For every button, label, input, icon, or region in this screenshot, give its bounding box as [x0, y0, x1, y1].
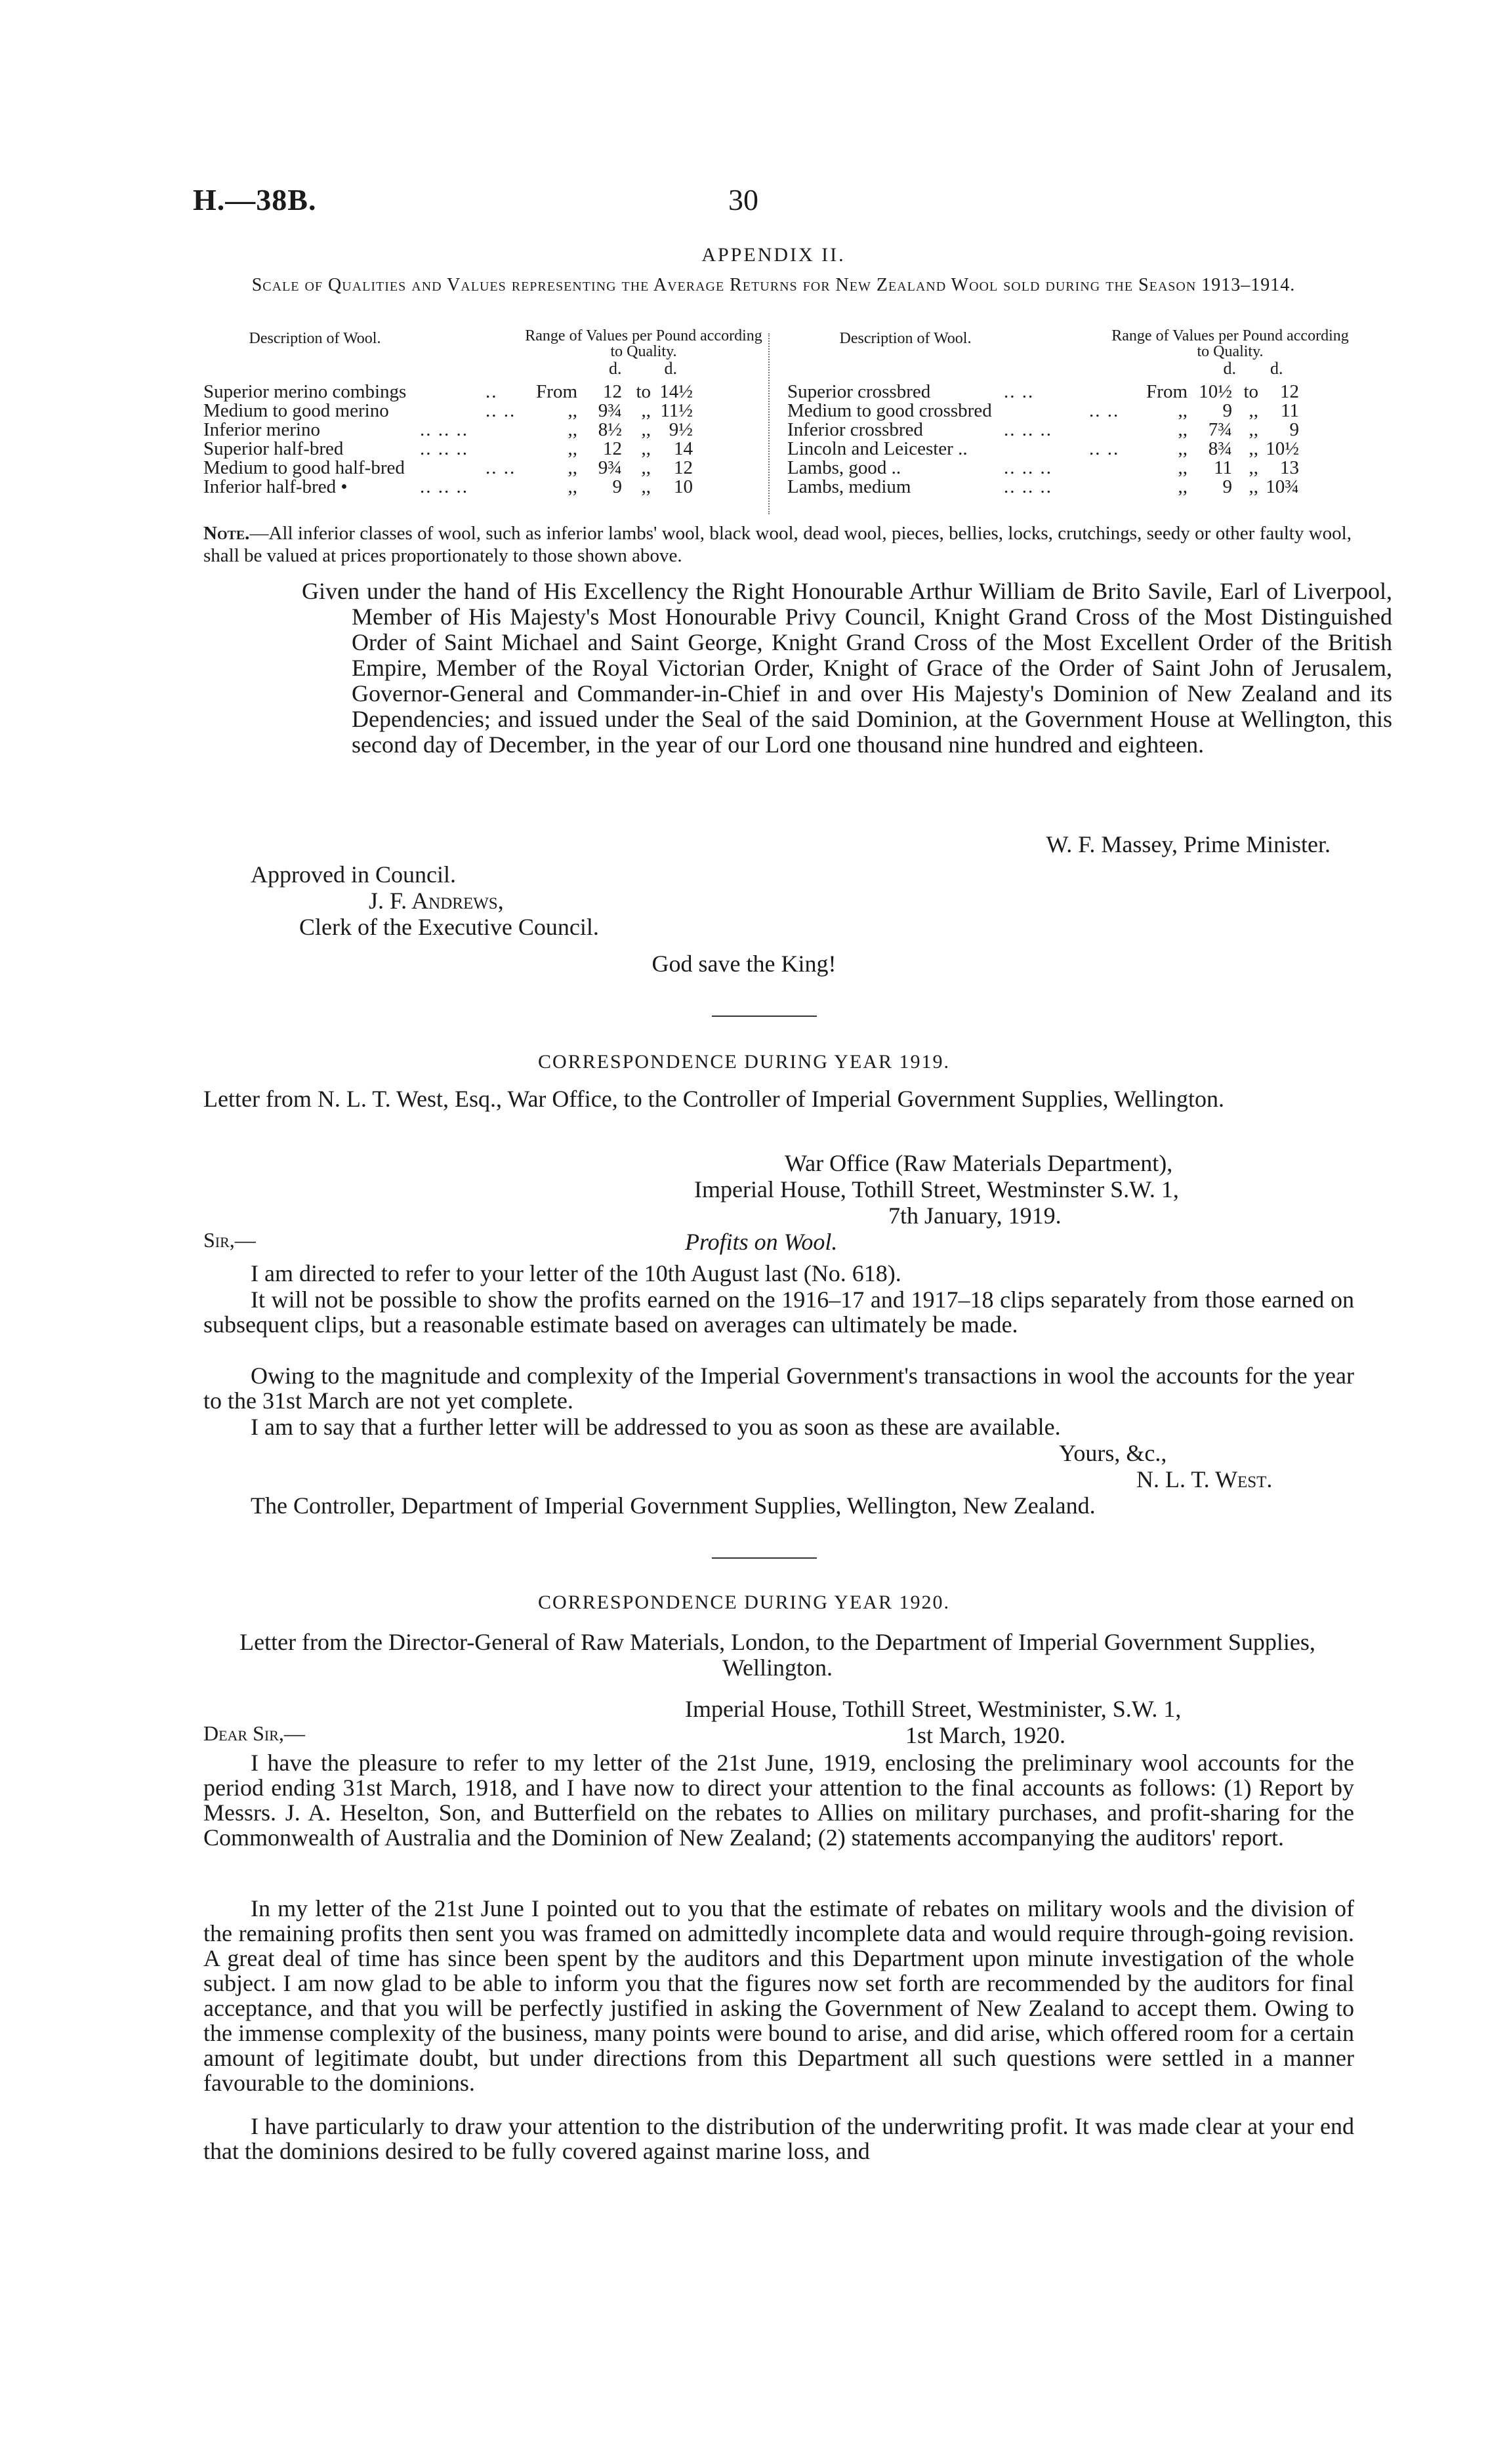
table-header-units: d. d.: [1223, 359, 1283, 378]
document-reference: H.—38B.: [193, 183, 317, 216]
letter-subject: Profits on Wool.: [685, 1229, 838, 1255]
row-low-value: 9: [1222, 400, 1232, 421]
row-leader: .. .. ..: [1004, 476, 1052, 497]
table-row: [787, 401, 1358, 421]
row-from: ,,: [1178, 419, 1188, 440]
letter-closing: Yours, &c.,: [1059, 1440, 1167, 1466]
row-description: Inferior merino: [203, 419, 320, 440]
row-from: ,,: [568, 457, 577, 478]
row-leader: .. ..: [486, 400, 516, 421]
row-high-value: 12: [1280, 381, 1299, 402]
section-heading-1919: CORRESPONDENCE DURING YEAR 1919.: [538, 1051, 950, 1073]
row-leader: .. ..: [486, 457, 516, 478]
section-heading-1920: CORRESPONDENCE DURING YEAR 1920.: [538, 1591, 950, 1613]
row-from: ,,: [1178, 400, 1188, 421]
row-low-value: 9¾: [598, 400, 622, 421]
row-to: ,,: [641, 457, 651, 478]
paragraph: I have the pleasure to refer to my letter of the 21st June, 1919, enclosing the preliminary wool accounts for the period ending 31st March, 1918, and I have now to direct your attention to the final accounts as follows: (1) Report by Messrs. J. A. Heselton, Son, and Butterfield on the rebates to Allies on military purchases, and profit-sharing for the Commonwealth of Australia and the Dominion of New Zealand; (2) statements accompanying the auditors' report.: [203, 1750, 1354, 1851]
row-description: Lambs, good ..: [787, 457, 901, 478]
table-row: [203, 382, 768, 401]
row-description: Medium to good merino: [203, 400, 389, 421]
row-from: ,,: [568, 419, 577, 440]
letter-recipient: The Controller, Department of Imperial Government Supplies, Wellington, New Zealand.: [251, 1492, 1096, 1519]
table-row: [203, 459, 768, 478]
page-number: 30: [728, 183, 758, 216]
letter-address-line-1: War Office (Raw Materials Department),: [785, 1150, 1173, 1176]
row-high-value: 13: [1280, 457, 1299, 478]
letter-signer: N. L. T. West.: [1136, 1466, 1273, 1492]
row-to: to: [1243, 381, 1258, 402]
approved-in-council: Approved in Council.: [251, 861, 456, 888]
row-low-value: 9¾: [598, 457, 622, 478]
row-high-value: 10: [674, 476, 693, 497]
table-row: [203, 478, 768, 497]
row-low-value: 9: [1222, 476, 1232, 497]
row-leader: .. ..: [1089, 438, 1120, 459]
table-header-range: Range of Values per Pound according to Quality.: [525, 327, 762, 360]
clerk-title: Clerk of the Executive Council.: [299, 914, 599, 940]
paragraph: I have particularly to draw your attention to the distribution of the underwriting profit. It was made clear at your end that the dominions desired to be fully covered against marine loss, and: [203, 2113, 1354, 2164]
table-row: [203, 421, 768, 440]
table-header-description: Description of Wool.: [839, 330, 972, 347]
row-to: ,,: [1249, 419, 1258, 440]
table-row: [787, 421, 1358, 440]
row-leader: .. ..: [1004, 381, 1035, 402]
row-high-value: 12: [674, 457, 693, 478]
row-leader: .. .. ..: [1004, 457, 1052, 478]
row-description: Medium to good half-bred: [203, 457, 405, 478]
section-divider: [712, 1016, 817, 1017]
clerk-name: J. F. Andrews,: [369, 888, 504, 914]
row-to: ,,: [641, 438, 651, 459]
row-leader: .. .. ..: [1004, 419, 1052, 440]
row-from: ,,: [568, 476, 577, 497]
row-from: ,,: [1178, 476, 1188, 497]
row-low-value: 8½: [598, 419, 622, 440]
letter-address-line-2: Imperial House, Tothill Street, Westminster S.W. 1,: [694, 1176, 1179, 1202]
row-to: ,,: [1249, 476, 1258, 497]
row-low-value: 10½: [1199, 381, 1232, 402]
row-high-value: 10¾: [1266, 476, 1299, 497]
row-description: Inferior half-bred •: [203, 476, 348, 497]
prime-minister-signature: W. F. Massey, Prime Minister.: [1046, 831, 1331, 857]
row-low-value: 12: [603, 438, 622, 459]
row-description: Inferior crossbred: [787, 419, 923, 440]
row-to: ,,: [1249, 400, 1258, 421]
row-low-value: 12: [603, 381, 622, 402]
row-leader: .. .. ..: [420, 476, 468, 497]
row-description: Superior merino combings: [203, 381, 407, 402]
row-high-value: 10½: [1266, 438, 1299, 459]
letter-intro-1920: Letter from the Director-General of Raw Materials, London, to the Department of Imperial Government Supplies, Wellington.: [239, 1629, 1315, 1681]
table-divider: [768, 333, 770, 514]
row-description: Lambs, medium: [787, 476, 911, 497]
row-from: ,,: [568, 400, 577, 421]
section-divider: [712, 1557, 817, 1559]
table-header-description: Description of Wool.: [249, 330, 381, 347]
row-to: ,,: [1249, 438, 1258, 459]
row-from: From: [536, 381, 577, 402]
row-to: to: [636, 381, 651, 402]
paragraph: Owing to the magnitude and complexity of the Imperial Government's transactions in wool the accounts for the year to the 31st March are not yet complete.: [203, 1363, 1354, 1414]
row-from: ,,: [1178, 457, 1188, 478]
appendix-subtitle: Scale of Qualities and Values representing the Average Returns for New Zealand Wool sold during the Season 1913–1914.: [251, 275, 1296, 295]
row-description: Lincoln and Leicester ..: [787, 438, 968, 459]
paragraph: It will not be possible to show the profits earned on the 1916–17 and 1917–18 clips separately from those earned on subsequent clips, but a reasonable estimate based on averages can ultimately be made.: [203, 1286, 1354, 1338]
row-to: ,,: [641, 419, 651, 440]
table-row: [787, 440, 1358, 459]
proclamation-text: Given under the hand of His Excellency the Right Honourable Arthur William de Brito Savile, Earl of Liverpool, Member of His Majesty's Most Honourable Privy Council, Knight Grand Cross of the Most Distinguished Order of Saint Michael and Saint George, Knight Grand Cross of the Most Excellent Order of the British Empire, Member of the Royal Victorian Order, Knight of Grace of the Order of Saint John of Jerusalem, Governor-General and Commander-in-Chief in and over His Majesty's Dominion of New Zealand and its Dependencies; and issued under the Seal of the said Dominion, at the Government House at Wellington, this second day of December, in the year of our Lord one thousand nine hundred and eighteen.: [302, 578, 1392, 758]
row-high-value: 14: [674, 438, 693, 459]
row-from: From: [1146, 381, 1188, 402]
appendix-title: APPENDIX II.: [701, 244, 846, 266]
row-to: ,,: [641, 400, 651, 421]
closing-phrase: God save the King!: [651, 951, 837, 977]
table-header-units: d. d.: [609, 359, 677, 378]
table-header-range: Range of Values per Pound according to Quality.: [1111, 327, 1349, 360]
table-note: [203, 522, 1352, 567]
row-leader: .. .. ..: [420, 419, 468, 440]
row-description: Superior crossbred: [787, 381, 931, 402]
paragraph: I am directed to refer to your letter of the 10th August last (No. 618).: [251, 1260, 901, 1286]
letter-salutation: Dear Sir,—: [203, 1721, 305, 1745]
paragraph: In my letter of the 21st June I pointed out to you that the estimate of rebates on military wools and the division of the remaining profits then sent you was framed on admittedly incomplete data and would require through-going revision. A great deal of time has since been spent by the auditors and this Department upon minute investigation of the whole subject. I am now glad to be able to inform you that the figures now set forth are recommended by the auditors for final acceptance, and that you will be perfectly justified in asking the Government of New Zealand to accept them. Owing to the immense complexity of the business, many points were bound to arise, and did arise, which offered room for a certain amount of legitimate doubt, but under directions from this Department all such questions were settled in a manner favourable to the dominions.: [203, 1895, 1354, 2096]
row-low-value: 8¾: [1208, 438, 1232, 459]
row-leader: .. ..: [1089, 400, 1120, 421]
letter-address: Imperial House, Tothill Street, Westminister, S.W. 1,: [685, 1696, 1182, 1722]
table-row: [787, 459, 1358, 478]
letter-intro-1919: Letter from N. L. T. West, Esq., War Office, to the Controller of Imperial Government Supplies, Wellington.: [203, 1086, 1224, 1112]
note-text: —All inferior classes of wool, such as inferior lambs' wool, black wool, dead wool, pieces, bellies, locks, crutchings, seedy or other faulty wool, shall be valued at prices proportionately to those shown above.: [203, 523, 1352, 566]
table-row: [787, 478, 1358, 497]
row-high-value: 11½: [660, 400, 693, 421]
row-to: ,,: [641, 476, 651, 497]
letter-salutation: Sir,—: [203, 1228, 256, 1252]
row-from: ,,: [568, 438, 577, 459]
paragraph: I am to say that a further letter will be addressed to you as soon as these are available.: [251, 1414, 1061, 1440]
table-row: [203, 440, 768, 459]
row-low-value: 9: [612, 476, 622, 497]
table-row: [203, 401, 768, 421]
row-high-value: 9: [1289, 419, 1299, 440]
row-low-value: 11: [1214, 457, 1232, 478]
row-high-value: 14½: [659, 381, 693, 402]
row-low-value: 7¾: [1208, 419, 1232, 440]
row-leader: ..: [486, 381, 498, 402]
row-description: Medium to good crossbred: [787, 400, 992, 421]
letter-date: 1st March, 1920.: [905, 1722, 1065, 1748]
row-to: ,,: [1249, 457, 1258, 478]
row-from: ,,: [1178, 438, 1188, 459]
note-label: Note.: [203, 523, 250, 544]
row-description: Superior half-bred: [203, 438, 344, 459]
row-leader: .. .. ..: [420, 438, 468, 459]
row-high-value: 9½: [669, 419, 693, 440]
table-row: [787, 382, 1358, 401]
row-high-value: 11: [1281, 400, 1299, 421]
letter-date: 7th January, 1919.: [888, 1202, 1062, 1229]
